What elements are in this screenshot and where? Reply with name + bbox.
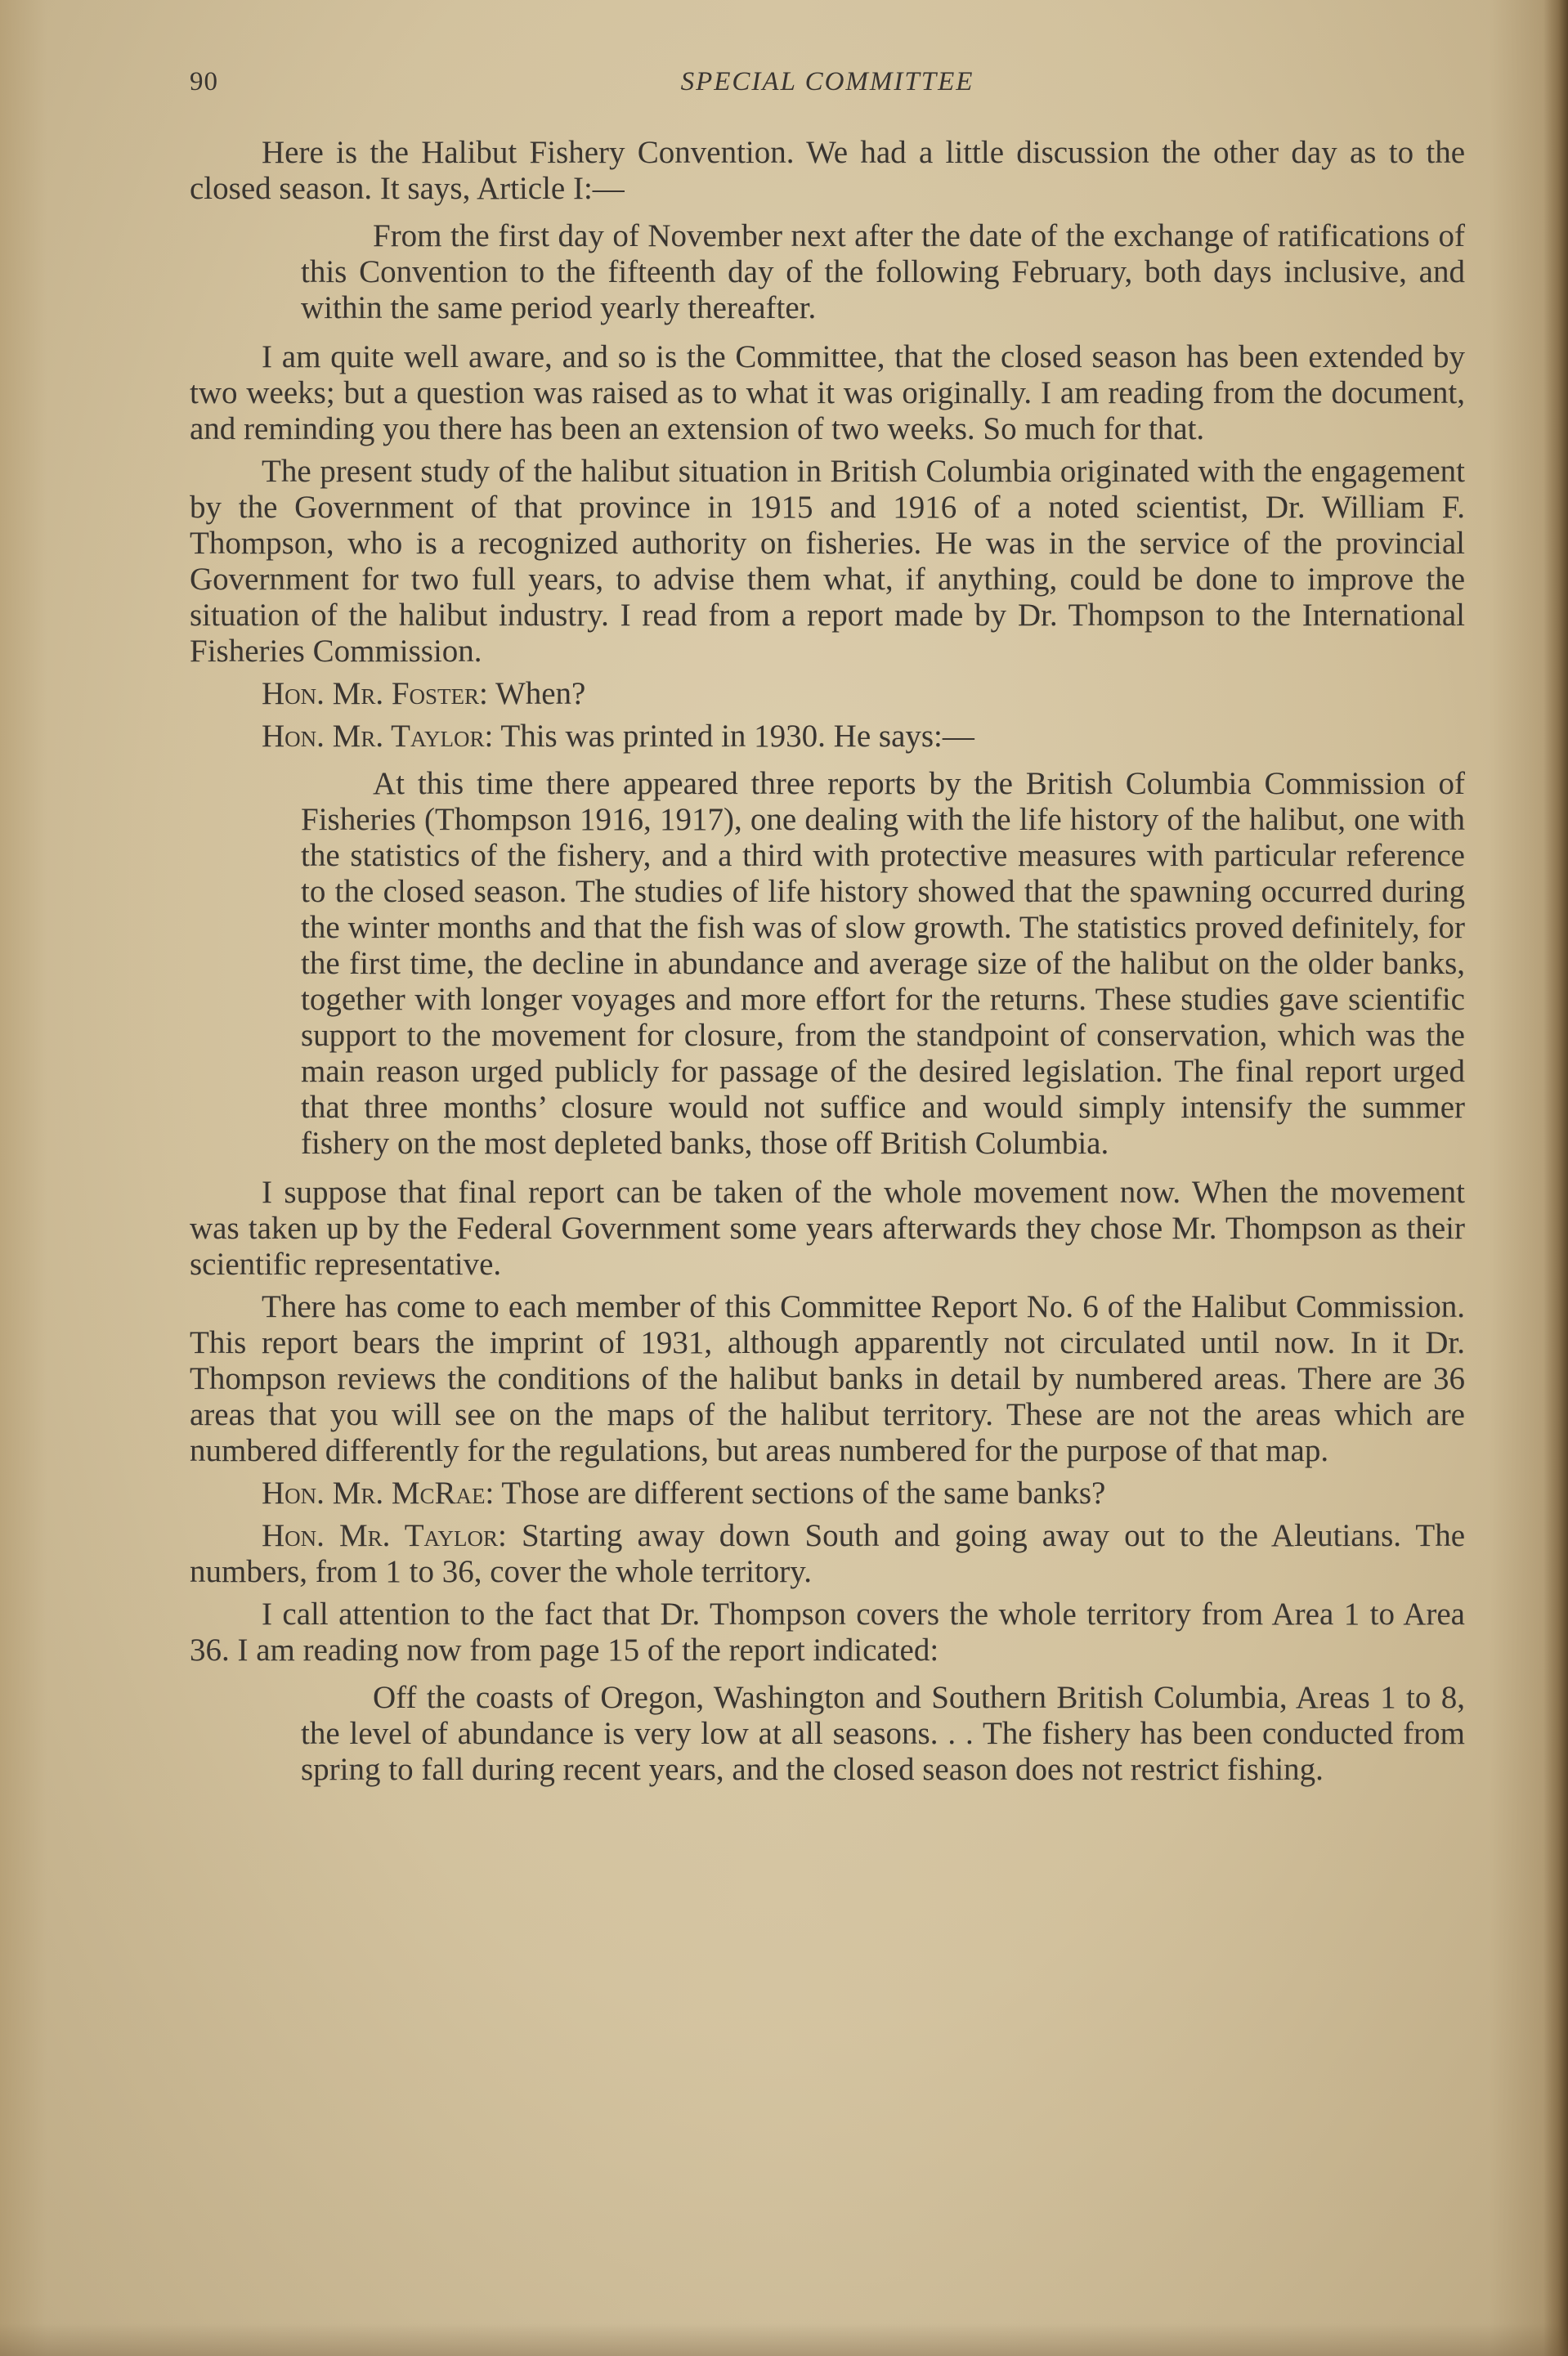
speech-line (190, 1518, 1465, 1590)
speech-line (190, 1476, 1465, 1512)
speech-line (190, 719, 1465, 755)
block-quote: Off the coasts of Oregon, Washington and Southern British Columbia, Areas 1 to 8, the level of abundance is very low at all seasons. . . The fishery has been conducted from spring to fall during recent years, and the closed season does not restrict fishing. (301, 1680, 1465, 1787)
body-paragraph: I call attention to the fact that Dr. Thompson covers the whole territory from Area 1 to Area 36. I am reading now from page 15 of the report indicated: (190, 1597, 1465, 1668)
page-edge-shadow (1543, 0, 1568, 2356)
body-paragraph: There has come to each member of this Committee Report No. 6 of the Halibut Commission. This report bears the imprint of 1931, although apparently not circulated until now. In it Dr. Thompson reviews the conditions of the halibut banks in detail by numbered areas. There are 36 areas that you will see on the maps of the halibut territory. These are not the areas which are numbered differently for the regulations, but areas numbered for the purpose of that map. (190, 1289, 1465, 1468)
body-paragraph: I suppose that final report can be taken of the whole movement now. When the movement was taken up by the Federal Government some years afterwards they chose Mr. Thompson as their scientific representative. (190, 1175, 1465, 1282)
speech-text: When? (495, 676, 586, 711)
page-bottom-shadow (0, 2323, 1568, 2356)
page-header (190, 67, 1465, 108)
running-head: SPECIAL COMMITTEE (680, 67, 974, 96)
page-number: 90 (190, 67, 218, 96)
page-body (190, 135, 1465, 1801)
speaker-name: Hon. Mr. McRae: (262, 1476, 495, 1511)
speech-text: This was printed in 1930. He says:— (500, 719, 974, 754)
body-paragraph: I am quite well aware, and so is the Committee, that the closed season has been extended by two weeks; but a question was raised as to what it was originally. I am reading from the document, and reminding you there has been an extension of two weeks. So much for that. (190, 339, 1465, 446)
speaker-name: Hon. Mr. Taylor: (262, 1518, 507, 1553)
block-quote: From the first day of November next after the date of the exchange of ratifications of this Convention to the fifteenth day of the following February, both days inclusive, and within the same period yearly thereafter. (301, 218, 1465, 325)
speaker-name: Hon. Mr. Taylor: (262, 719, 494, 754)
speech-text: Those are different sections of the same banks? (501, 1476, 1106, 1511)
speaker-name: Hon. Mr. Foster: (262, 676, 488, 711)
block-quote: At this time there appeared three reports by the British Columbia Commission of Fisheries (Thompson 1916, 1917), one dealing with the life history of the halibut, one with the statistics of the fishery, and a third with protective measures with particular reference to the closed season. The studies of life history showed that the spawning occurred during the winter months and that the fish was of slow growth. The statistics proved definitely, for the first time, the decline in abundance and average size of the halibut on the older banks, together with longer voyages and more effort for the returns. These studies gave scientific support to the movement for closure, from the standpoint of conservation, which was the main reason urged publicly for passage of the desired legislation. The final report urged that three months’ closure would not suffice and would simply intensify the summer fishery on the most depleted banks, those off British Columbia. (301, 766, 1465, 1161)
body-paragraph: Here is the Halibut Fishery Convention. We had a little discussion the other day as to the closed season. It says, Article I:— (190, 135, 1465, 206)
speech-line (190, 676, 1465, 712)
speech-text: Starting away down South and going away out to the Aleutians. The numbers, from 1 to 36, cover the whole territory. (190, 1518, 1466, 1589)
body-paragraph: The present study of the halibut situation in British Columbia originated with the engagement by the Government of that province in 1915 and 1916 of a noted scientist, Dr. William F. Thompson, who is a recognized authority on fisheries. He was in the service of the provincial Government for two full years, to advise them what, if anything, could be done to improve the situation of the halibut industry. I read from a report made by Dr. Thompson to the International Fisheries Commission. (190, 454, 1465, 669)
